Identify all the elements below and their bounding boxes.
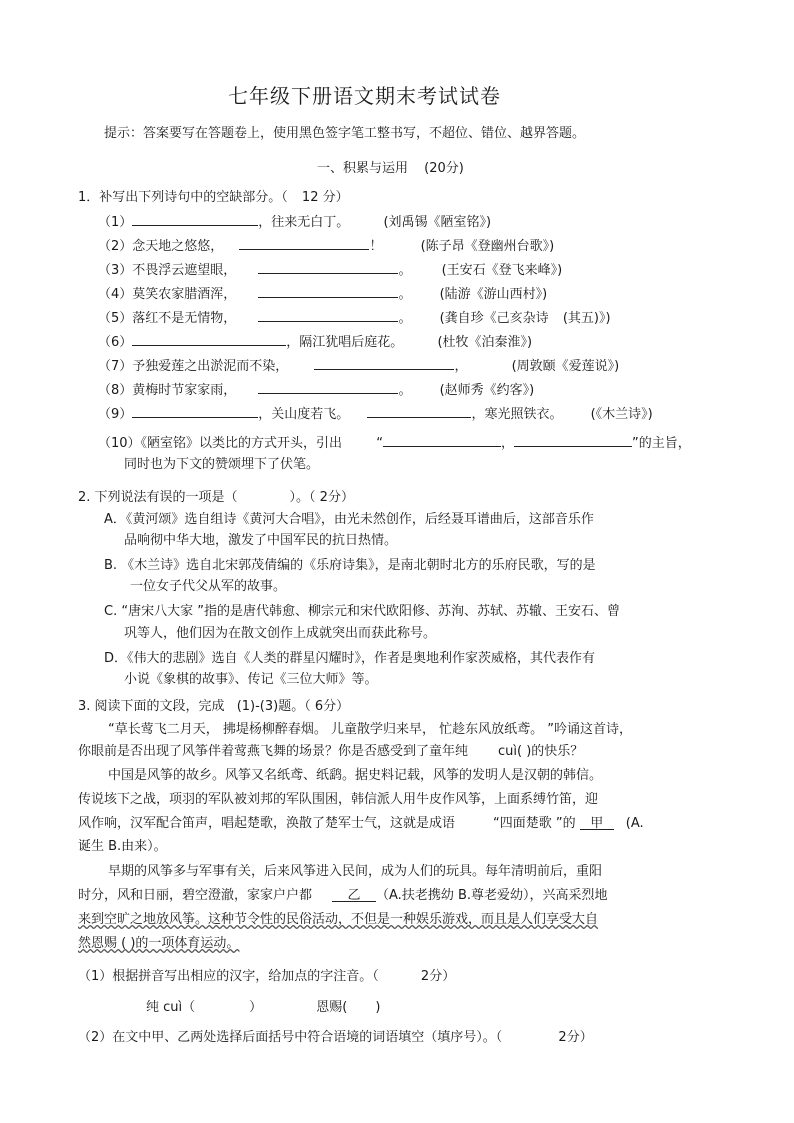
answer-blank[interactable] (383, 433, 501, 447)
punct: ， (454, 359, 468, 374)
answer-blank[interactable] (314, 356, 454, 370)
item-number: （9） (98, 407, 133, 422)
poem-source: (王安石《登飞来峰》) (441, 263, 563, 278)
poem-source: (《木兰诗》) (590, 407, 653, 422)
poem-line: ，隔江犹唱后庭花。 (286, 335, 404, 350)
poem-source-cont: (其五)》) (562, 311, 611, 326)
sub1-b-label: 恩赐( (316, 1000, 348, 1015)
passage-text: 来到空旷之地放风筝。这种节令性的民俗活动，不但是一种娱乐游戏，而且是人们享受大自 (78, 912, 599, 927)
passage-p2b: 传说垓下之战，项羽的军队被刘邦的军队围困，韩信派人用牛皮作风筝，上面系缚竹笛，迎 (78, 792, 599, 807)
q2-stem-text: 2. 下列说法有误的一项是（ (78, 490, 238, 505)
q2-option-c: C. “唐宋八大家 ”指的是唐代韩愈、柳宗元和宋代欧阳修、苏洵、苏轼、苏辙、王安石、曾 (104, 604, 620, 619)
q2-option-a-cont: 品响彻中华大地，激发了中国军民的抗日热情。 (124, 533, 398, 548)
quote-open: “ (376, 436, 383, 451)
passage-text: 风作响，汉军配合笛声，唱起楚歌，涣散了楚军士气，这就是成语 (78, 816, 456, 831)
answer-blank[interactable] (132, 332, 286, 346)
poem-line: 念天地之悠悠， (132, 239, 224, 254)
q1-stem-text: 1．补写出下列诗句中的空缺部分。（ (78, 190, 288, 205)
item-text-end: ”的主旨， (631, 436, 691, 451)
passage-p3b (78, 888, 608, 904)
passage-text: 然恩赐 ( )的一项体育运动。 (78, 936, 240, 951)
sub1-text: （1）根据拼音写出相应的汉字，给加点的字注音。（ (78, 969, 379, 984)
passage-p1b (78, 744, 583, 760)
q2-option-d-cont: 小说《象棋的故事》、传记《三位大师》等。 (124, 672, 378, 687)
poem-source: (赵师秀《约客》) (439, 383, 535, 398)
punct: 。 (398, 383, 412, 398)
item-number: （2） (98, 239, 133, 254)
poem-line: 黄梅时节家家雨， (132, 383, 237, 398)
tip-text: 提示：答案要写在答题卷上，使用黑色签字笔工整书写，不超位、错位、越界答题。 (104, 126, 586, 141)
answer-blank[interactable] (239, 236, 369, 250)
section-label: 一、积累与运用 (317, 161, 409, 176)
q1-item-3 (98, 260, 562, 279)
q2-option-d: D．《伟大的悲剧》选自《人类的群星闪耀时》，作者是奥地利作家茨威格，其代表作有 (104, 651, 596, 666)
answer-space[interactable] (238, 488, 290, 501)
poem-line: ，关山度若飞。 (258, 407, 350, 422)
poem-line: 落红不是无情物， (132, 311, 237, 326)
item-number: （1） (98, 215, 133, 230)
sub2-score: 2分） (558, 1030, 593, 1045)
poem-source: (刘禹锡《陋室铭》) (383, 215, 492, 230)
answer-blank[interactable] (258, 284, 398, 298)
answer-blank[interactable] (132, 212, 258, 226)
item-number: （6） (98, 335, 133, 350)
poem-line: 莫笑农家腊酒浑， (132, 287, 237, 302)
q1-item-7 (98, 356, 619, 375)
passage-p3f (78, 936, 239, 952)
q1-item-4 (98, 284, 547, 303)
passage-p3e (78, 912, 598, 928)
q1-item-2 (98, 236, 554, 255)
q1-item-9 (98, 404, 653, 423)
q3-sub1-answers (146, 998, 380, 1016)
q1-item-8 (98, 380, 534, 399)
answer-blank[interactable] (258, 260, 398, 274)
poem-source: (龚自珍《己亥杂诗 (439, 311, 549, 326)
q2-option-a: A．《黄河颂》选自组诗《黄河大合唱》，由光未然创作，后经聂耳谱曲后，这部音乐作 (104, 512, 594, 527)
sub1-b-close: ) (375, 1000, 381, 1015)
poem-line: ，往来无白丁。 (258, 215, 350, 230)
poem-line: ，寒光照铁衣。 (471, 407, 563, 422)
q3-stem-end: 题。（ 6分） (278, 699, 350, 714)
passage-p1a: “草长莺飞二月天， 拂堤杨柳醉春烟。 儿童散学归来早， 忙趁东风放纸鸢。 ”吟诵这首诗， (108, 722, 632, 737)
answer-blank[interactable] (514, 433, 632, 447)
q1-item-1 (98, 212, 491, 231)
item-number: （3） (98, 263, 133, 278)
section-score: (20分) (424, 161, 464, 176)
q3-sub2 (78, 1030, 593, 1046)
answer-blank[interactable] (258, 308, 398, 322)
passage-p2g: 诞生 B.由来）。 (78, 839, 167, 854)
q1-item-10 (98, 433, 691, 452)
fill-blank-jia[interactable]: 甲 (580, 816, 614, 830)
idiom-text: “四面楚歌 ”的 (493, 816, 576, 831)
passage-p2c (78, 816, 644, 832)
item-number: （5） (98, 311, 133, 326)
item-number: （4） (98, 287, 133, 302)
q3-stem-text: 3. 阅读下面的文段，完成 (78, 699, 225, 714)
passage-p2a: 中国是风筝的故乡。风筝又名纸鸢、纸鹞。据史料记载，风筝的发明人是汉朝的韩信。 (108, 768, 603, 783)
q3-range: (1)-(3) (236, 699, 279, 714)
q1-score: 12 分） (301, 190, 349, 205)
q2-stem-end: ）。（ 2分） (289, 490, 354, 505)
passage-text: 你眼前是否出现了风筝伴着莺燕飞舞的场景？你是否感受到了童年纯 (78, 744, 469, 759)
sub1-a-label: 纯 cuì（ (146, 1000, 196, 1015)
section-heading (317, 161, 464, 177)
poem-source: (杜牧《泊秦淮》) (437, 335, 533, 350)
q2-option-c-cont: 巩等人，他们因为在散文创作上成就突出而获此称号。 (124, 626, 437, 641)
poem-source: (周敦颐《爱莲说》) (511, 359, 620, 374)
q2-option-b-cont: 一位女子代父从军的故事。 (130, 579, 287, 594)
option-open: (A. (625, 816, 644, 831)
q2-stem (78, 488, 354, 506)
answer-blank[interactable] (258, 380, 398, 394)
answer-blank[interactable] (367, 404, 471, 418)
poem-source: (陈子昂《登幽州台歌》) (420, 239, 555, 254)
fill-blank-yi[interactable]: 乙 (332, 888, 376, 902)
page-title: 七年级下册语文期末考试试卷 (228, 84, 501, 108)
punct: 。 (398, 311, 412, 326)
item-number: （8） (98, 383, 133, 398)
sub1-a-close: ） (249, 1000, 263, 1015)
q1-stem (78, 190, 349, 206)
pinyin-blank: cuì( )的快乐？ (498, 744, 584, 759)
sub1-score: 2分） (420, 969, 456, 984)
q3-sub1 (78, 969, 455, 985)
poem-line: 予独爱莲之出淤泥而不染， (132, 359, 289, 374)
item-number: （7） (98, 359, 133, 374)
sub1-b-blank[interactable] (347, 998, 375, 1011)
q1-item-5 (98, 308, 611, 327)
passage-p3a: 早期的风筝多与军事有关，后来风筝进入民间，成为人们的玩具。每年清明前后，重阳 (108, 864, 603, 879)
item-number: （10） (98, 436, 141, 451)
poem-source: (陆游《游山西村》) (439, 287, 548, 302)
item-text: 《陋室铭》以类比的方式开头，引出 (140, 436, 343, 451)
answer-blank[interactable] (132, 404, 258, 418)
sub2-text: （2）在文中甲、乙两处选择后面括号中符合语境的词语填空（填序号）。（ (78, 1030, 503, 1045)
punct: ， (500, 436, 514, 451)
passage-text: 时分，风和日丽，碧空澄澈，家家户户都 (78, 888, 313, 903)
punct: 。 (398, 287, 412, 302)
poem-line: 不畏浮云遮望眼， (132, 263, 237, 278)
q2-option-b: B. 《木兰诗》选自北宋郭茂倩编的《乐府诗集》，是南北朝时北方的乐府民歌，写的是 (104, 558, 596, 573)
punct: 。 (398, 263, 412, 278)
punct: ！ (369, 239, 383, 254)
options-text: （A.扶老携幼 B.尊老爱幼），兴高采烈地 (376, 888, 608, 903)
sub1-a-blank[interactable] (195, 998, 249, 1011)
q1-item-6 (98, 332, 532, 351)
q1-item-10-line2: 同时也为下文的赞颂埋下了伏笔。 (124, 457, 320, 472)
q3-stem (78, 699, 349, 715)
